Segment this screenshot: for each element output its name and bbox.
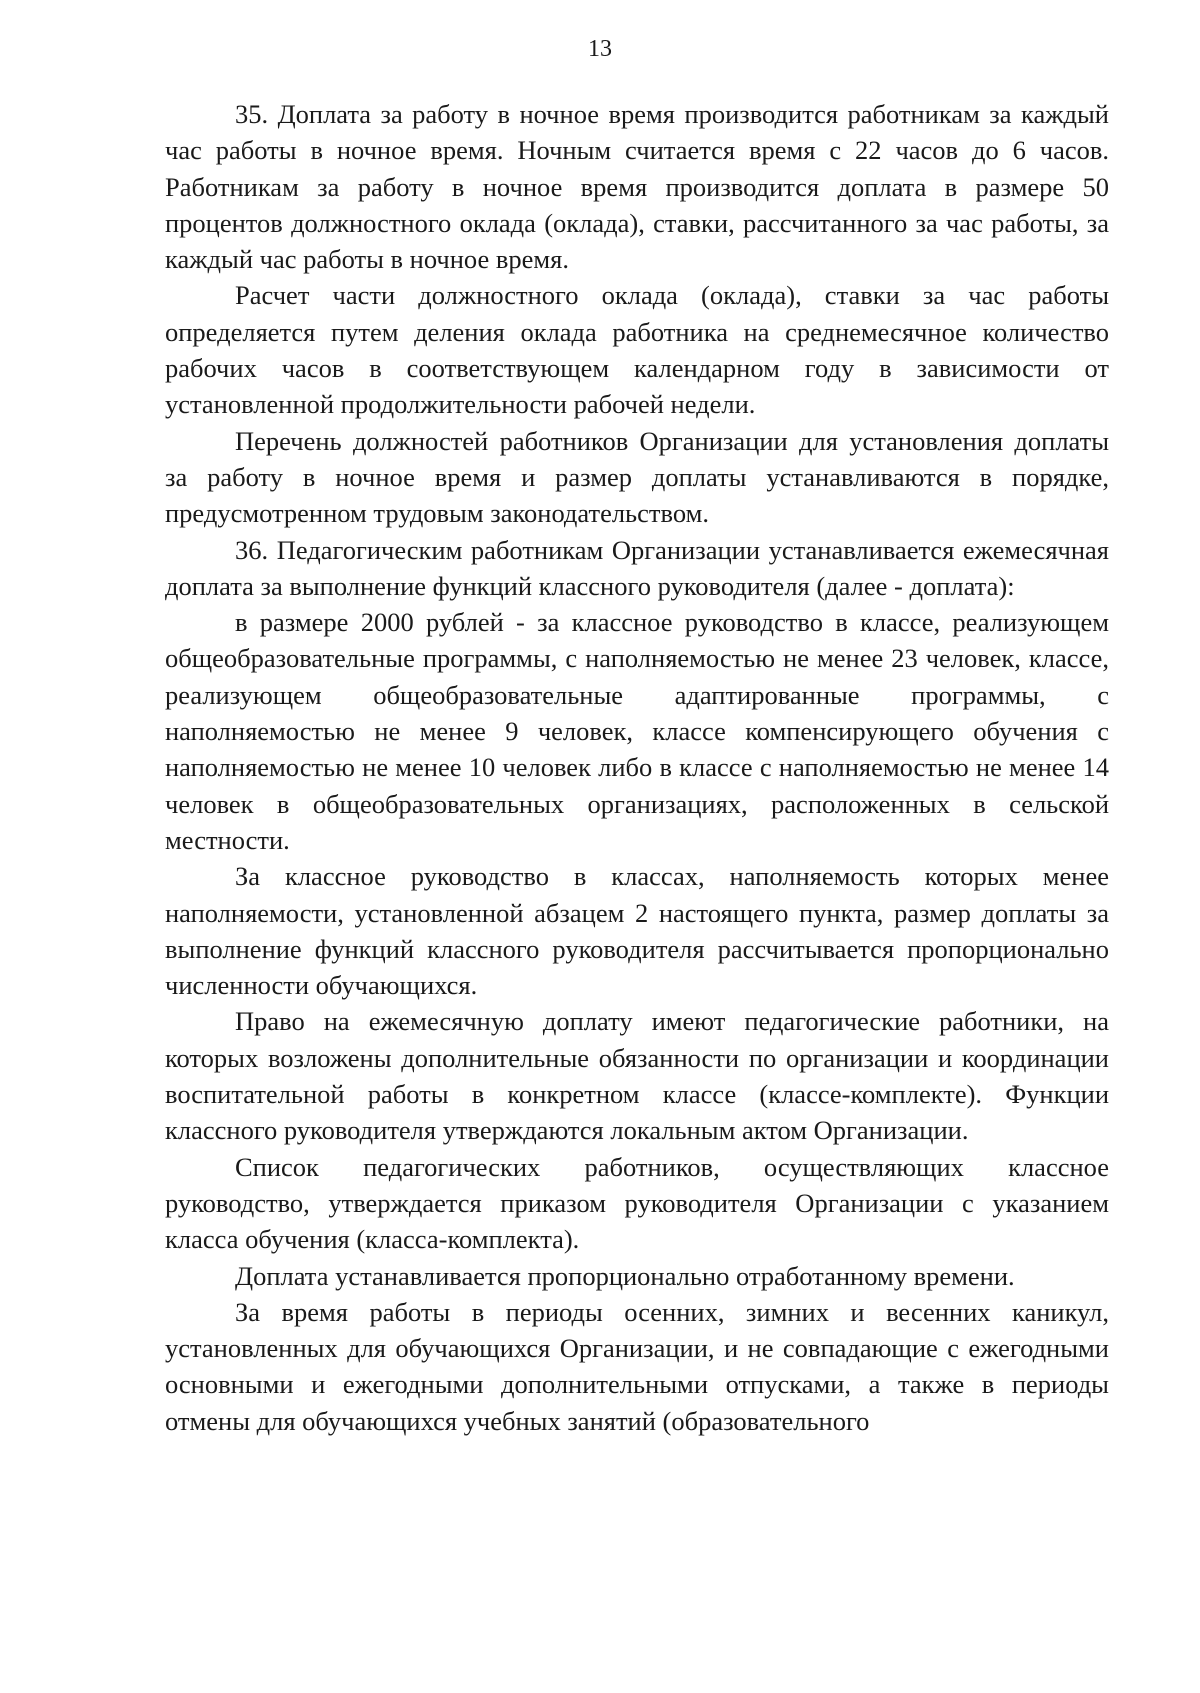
paragraph-holiday-periods: За время работы в периоды осенних, зимних и весенних каникул, установленных для обучающихся Организации, и не совпадающие с ежегодными основными и ежегодными дополнительными отпусками, а также в периоды отмены для обучающихся учебных занятий (образовательного [165,1296,1109,1436]
paragraph-35-night-work: 35. Доплата за работу в ночное время производится работникам за каждый час работы в ночное время. Ночным считается время с 22 часов до 6 часов. Работникам за работу в ночное время производится доплата в размере 50 процентов должностного оклада (оклада), ставки, рассчитанного за час работы, за каждый час работы в ночное время. [165,99,1109,275]
paragraph-night-work-positions: Перечень должностей работников Организации для установления доплаты за работу в ночное время и размер доплаты устанавливаются в порядке, предусмотренном трудовым законодательством. [165,425,1109,529]
paragraph-36-class-teacher-bonus: 36. Педагогическим работникам Организации устанавливается ежемесячная доплата за выполнение функций классного руководителя (далее - доплата): [165,534,1109,601]
paragraph-bonus-amount: в размере 2000 рублей - за классное руководство в классе, реализующем общеобразовательные программы, с наполняемостью не менее 23 человек, классе, реализующем общеобразовательные адаптированные программы, с наполняемостью не менее 9 человек, классе компенсирующего обучения с наполняемостью не менее 10 человек либо в классе с наполняемостью не менее 14 человек в общеобразовательных организациях, расположенных в сельской местности. [165,607,1109,855]
document-body [165,96,1109,1439]
page-number: 13 [588,36,612,62]
paragraph-proportional-bonus: За классное руководство в классах, наполняемость которых менее наполняемости, установленной абзацем 2 настоящего пункта, размер доплаты за выполнение функций классного руководителя рассчитывается пропорционально численности обучающихся. [165,861,1109,1001]
paragraph-teacher-list: Список педагогических работников, осуществляющих классное руководство, утверждается приказом руководителя Организации с указанием класса обучения (класса-комплекта). [165,1151,1109,1255]
paragraph-worked-time: Доплата устанавливается пропорционально отработанному времени. [235,1260,1015,1291]
paragraph-hourly-rate-calculation: Расчет части должностного оклада (оклада), ставки за час работы определяется путем деления оклада работника на среднемесячное количество рабочих часов в соответствующем календарном году в зависимости от установленной продолжительности рабочей недели. [165,280,1109,420]
paragraph-eligibility: Право на ежемесячную доплату имеют педагогические работники, на которых возложены дополнительные обязанности по организации и координации воспитательной работы в конкретном классе (классе-комплекте). Функции классного руководителя утверждаются локальным актом Организации. [165,1006,1109,1146]
